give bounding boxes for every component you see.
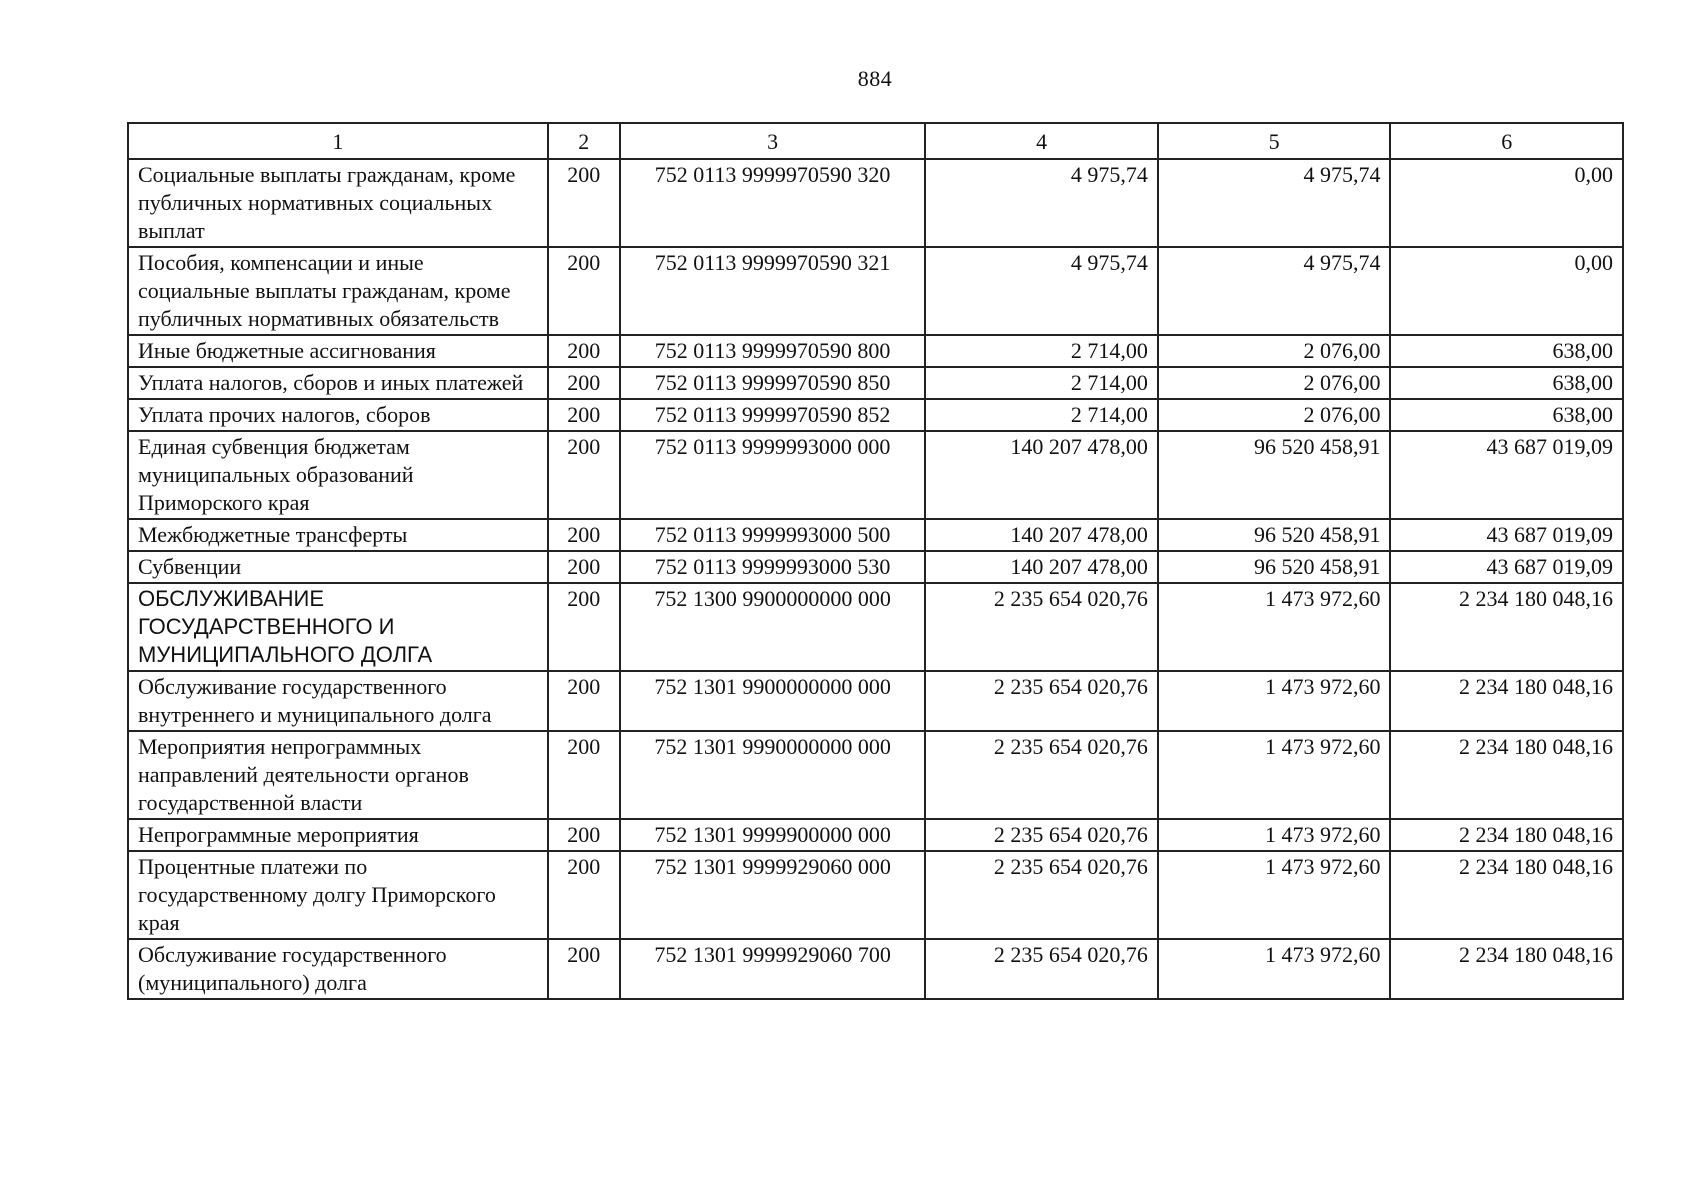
row-value-col5: 1 473 972,60 xyxy=(1158,819,1391,851)
table-row xyxy=(128,819,1623,851)
row-code-cell: 200 xyxy=(548,431,620,519)
table-row xyxy=(128,851,1623,939)
row-code-cell: 200 xyxy=(548,247,620,335)
row-kbk-cell: 752 1301 9999929060 700 xyxy=(620,939,926,999)
row-kbk-cell: 752 0113 9999970590 800 xyxy=(620,335,926,367)
row-value-col5: 96 520 458,91 xyxy=(1158,431,1391,519)
header-col-5: 5 xyxy=(1158,123,1391,159)
table-row xyxy=(128,367,1623,399)
row-code-cell: 200 xyxy=(548,731,620,819)
row-value-col5: 96 520 458,91 xyxy=(1158,519,1391,551)
row-value-col5: 96 520 458,91 xyxy=(1158,551,1391,583)
row-value-col4: 2 714,00 xyxy=(925,335,1158,367)
row-code-cell: 200 xyxy=(548,159,620,247)
row-value-col6: 2 234 180 048,16 xyxy=(1390,731,1623,819)
row-value-col6: 43 687 019,09 xyxy=(1390,519,1623,551)
row-name-cell: Пособия, компенсации и иные социальные выплаты гражданам, кроме публичных нормативных обязательств xyxy=(128,247,548,335)
row-name-cell: Обслуживание государственного (муниципального) долга xyxy=(128,939,548,999)
row-value-col4: 140 207 478,00 xyxy=(925,431,1158,519)
row-code-cell: 200 xyxy=(548,671,620,731)
row-name-cell: ОБСЛУЖИВАНИЕ ГОСУДАРСТВЕННОГО И МУНИЦИПАЛЬНОГО ДОЛГА xyxy=(128,583,548,671)
row-value-col5: 2 076,00 xyxy=(1158,367,1391,399)
table-row xyxy=(128,335,1623,367)
row-kbk-cell: 752 1301 9900000000 000 xyxy=(620,671,926,731)
table-row xyxy=(128,583,1623,671)
table-row xyxy=(128,247,1623,335)
row-value-col6: 638,00 xyxy=(1390,335,1623,367)
header-col-6: 6 xyxy=(1390,123,1623,159)
row-name-cell: Обслуживание государственного внутреннего и муниципального долга xyxy=(128,671,548,731)
row-value-col5: 1 473 972,60 xyxy=(1158,583,1391,671)
row-kbk-cell: 752 0113 9999993000 500 xyxy=(620,519,926,551)
row-kbk-cell: 752 1301 9990000000 000 xyxy=(620,731,926,819)
row-value-col4: 140 207 478,00 xyxy=(925,551,1158,583)
table-row xyxy=(128,731,1623,819)
header-col-4: 4 xyxy=(925,123,1158,159)
row-code-cell: 200 xyxy=(548,583,620,671)
row-kbk-cell: 752 0113 9999993000 530 xyxy=(620,551,926,583)
header-col-1: 1 xyxy=(128,123,548,159)
row-value-col6: 43 687 019,09 xyxy=(1390,551,1623,583)
table-row xyxy=(128,399,1623,431)
table-row xyxy=(128,671,1623,731)
row-code-cell: 200 xyxy=(548,939,620,999)
table-row xyxy=(128,939,1623,999)
row-kbk-cell: 752 1301 9999900000 000 xyxy=(620,819,926,851)
row-code-cell: 200 xyxy=(548,851,620,939)
row-value-col6: 2 234 180 048,16 xyxy=(1390,671,1623,731)
row-value-col6: 0,00 xyxy=(1390,247,1623,335)
row-value-col6: 638,00 xyxy=(1390,367,1623,399)
row-code-cell: 200 xyxy=(548,551,620,583)
row-value-col5: 1 473 972,60 xyxy=(1158,671,1391,731)
row-value-col4: 4 975,74 xyxy=(925,247,1158,335)
row-value-col4: 140 207 478,00 xyxy=(925,519,1158,551)
row-value-col5: 2 076,00 xyxy=(1158,399,1391,431)
row-name-cell: Уплата прочих налогов, сборов xyxy=(128,399,548,431)
row-value-col4: 4 975,74 xyxy=(925,159,1158,247)
row-value-col4: 2 235 654 020,76 xyxy=(925,939,1158,999)
row-value-col4: 2 714,00 xyxy=(925,399,1158,431)
row-value-col4: 2 235 654 020,76 xyxy=(925,583,1158,671)
row-code-cell: 200 xyxy=(548,399,620,431)
row-kbk-cell: 752 0113 9999970590 320 xyxy=(620,159,926,247)
row-value-col5: 2 076,00 xyxy=(1158,335,1391,367)
budget-table xyxy=(127,122,1624,1000)
row-value-col5: 4 975,74 xyxy=(1158,159,1391,247)
row-name-cell: Непрограммные мероприятия xyxy=(128,819,548,851)
row-value-col6: 0,00 xyxy=(1390,159,1623,247)
header-col-2: 2 xyxy=(548,123,620,159)
row-kbk-cell: 752 0113 9999970590 852 xyxy=(620,399,926,431)
row-value-col6: 43 687 019,09 xyxy=(1390,431,1623,519)
row-value-col5: 1 473 972,60 xyxy=(1158,731,1391,819)
row-name-cell: Мероприятия непрограммных направлений деятельности органов государственной власти xyxy=(128,731,548,819)
row-code-cell: 200 xyxy=(548,367,620,399)
row-kbk-cell: 752 0113 9999970590 850 xyxy=(620,367,926,399)
row-name-cell: Субвенции xyxy=(128,551,548,583)
row-name-cell: Межбюджетные трансферты xyxy=(128,519,548,551)
row-value-col4: 2 714,00 xyxy=(925,367,1158,399)
row-kbk-cell: 752 1301 9999929060 000 xyxy=(620,851,926,939)
row-value-col6: 2 234 180 048,16 xyxy=(1390,819,1623,851)
row-name-cell: Уплата налогов, сборов и иных платежей xyxy=(128,367,548,399)
table-row xyxy=(128,159,1623,247)
row-value-col5: 1 473 972,60 xyxy=(1158,851,1391,939)
row-value-col6: 638,00 xyxy=(1390,399,1623,431)
row-name-cell: Единая субвенция бюджетам муниципальных образований Приморского края xyxy=(128,431,548,519)
table-row xyxy=(128,551,1623,583)
table-row xyxy=(128,431,1623,519)
row-code-cell: 200 xyxy=(548,819,620,851)
row-kbk-cell: 752 0113 9999993000 000 xyxy=(620,431,926,519)
row-code-cell: 200 xyxy=(548,335,620,367)
row-name-cell: Процентные платежи по государственному долгу Приморского края xyxy=(128,851,548,939)
row-value-col6: 2 234 180 048,16 xyxy=(1390,939,1623,999)
row-value-col6: 2 234 180 048,16 xyxy=(1390,851,1623,939)
row-value-col5: 1 473 972,60 xyxy=(1158,939,1391,999)
header-col-3: 3 xyxy=(620,123,926,159)
row-value-col4: 2 235 654 020,76 xyxy=(925,731,1158,819)
row-name-cell: Иные бюджетные ассигнования xyxy=(128,335,548,367)
row-value-col5: 4 975,74 xyxy=(1158,247,1391,335)
header-row xyxy=(128,123,1623,159)
row-kbk-cell: 752 1300 9900000000 000 xyxy=(620,583,926,671)
table-row xyxy=(128,519,1623,551)
row-value-col4: 2 235 654 020,76 xyxy=(925,819,1158,851)
row-value-col6: 2 234 180 048,16 xyxy=(1390,583,1623,671)
row-kbk-cell: 752 0113 9999970590 321 xyxy=(620,247,926,335)
row-code-cell: 200 xyxy=(548,519,620,551)
table-body xyxy=(128,159,1623,999)
row-name-cell: Социальные выплаты гражданам, кроме публичных нормативных социальных выплат xyxy=(128,159,548,247)
row-value-col4: 2 235 654 020,76 xyxy=(925,851,1158,939)
row-value-col4: 2 235 654 020,76 xyxy=(925,671,1158,731)
page-number: 884 xyxy=(857,66,893,91)
